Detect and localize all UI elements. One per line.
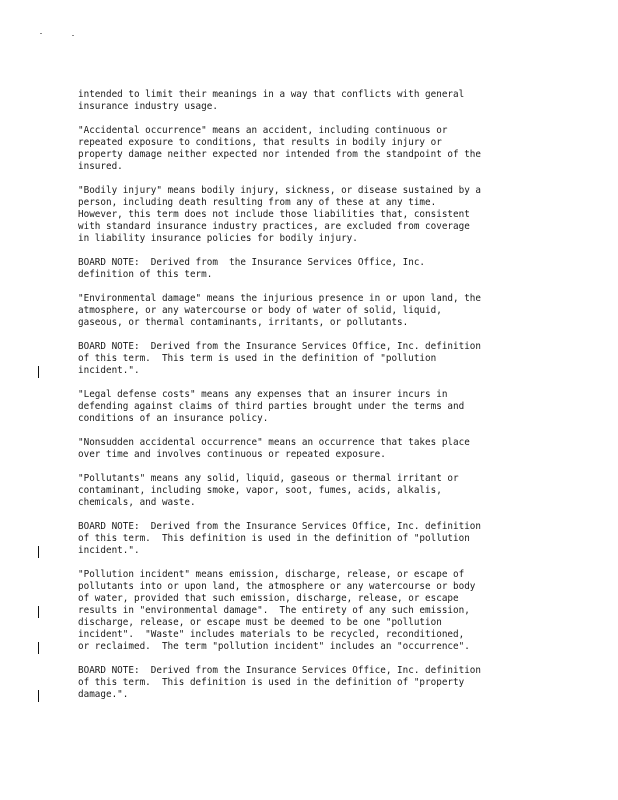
revision-bar: [38, 606, 39, 618]
definition-paragraph: "Legal defense costs" means any expenses that an insurer incurs in defending against claims of third parties brought under the terms and conditions of an insurance policy.: [78, 389, 465, 424]
board-note: BOARD NOTE: Derived from the Insurance Services Office, Inc. definition of this term. This term is used in the definition of "pollution incident.".: [78, 341, 481, 376]
definition-paragraph: "Pollution incident" means emission, discharge, release, or escape of pollutants into or upon land, the atmosphere or any watercourse or body of water, provided that such emission, discharge, release, or escape results in "environmental damage". The entirety of any such emission, discharge, release, or escape must be deemed to be one "pollution incident". "Waste" includes materials to be recycled, reconditioned, or reclaimed. The term "pollution incident" includes an "occurrence".: [78, 569, 476, 652]
revision-bar: [38, 690, 39, 702]
definition-paragraph: "Pollutants" means any solid, liquid, gaseous or thermal irritant or contaminant, including smoke, vapor, soot, fumes, acids, alkalis, chemicals, and waste.: [78, 473, 459, 508]
definition-paragraph: "Nonsudden accidental occurrence" means an occurrence that takes place over time and involves continuous or repeated exposure.: [78, 437, 470, 460]
board-note: BOARD NOTE: Derived from the Insurance Services Office, Inc. definition of this term.: [78, 257, 426, 280]
scan-speck: [40, 33, 42, 34]
board-note: BOARD NOTE: Derived from the Insurance Services Office, Inc. definition of this term. This definition is used in the definition of "property damage.".: [78, 665, 481, 700]
definition-paragraph: "Accidental occurrence" means an accident, including continuous or repeated exposure to conditions, that results in bodily injury or property damage neither expected nor intended from the standpoint of the insured.: [78, 125, 481, 172]
scan-speck: [72, 35, 74, 36]
definition-paragraph: "Environmental damage" means the injurious presence in or upon land, the atmosphere, or any watercourse or body of water of solid, liquid, gaseous, or thermal contaminants, irritants, or pollutants.: [78, 293, 481, 328]
document-body: [78, 89, 548, 713]
definition-paragraph: intended to limit their meanings in a way that conflicts with general insurance industry usage.: [78, 89, 465, 112]
definition-paragraph: "Bodily injury" means bodily injury, sickness, or disease sustained by a person, including death resulting from any of these at any time. However, this term does not include those liabilities that, consistent with standard insurance industry practices, are excluded from coverage in liability insurance policies for bodily injury.: [78, 185, 481, 244]
revision-bar: [38, 642, 39, 654]
board-note: BOARD NOTE: Derived from the Insurance Services Office, Inc. definition of this term. This definition is used in the definition of "pollution incident.".: [78, 521, 481, 556]
revision-bar: [38, 546, 39, 558]
revision-bar: [38, 366, 39, 378]
